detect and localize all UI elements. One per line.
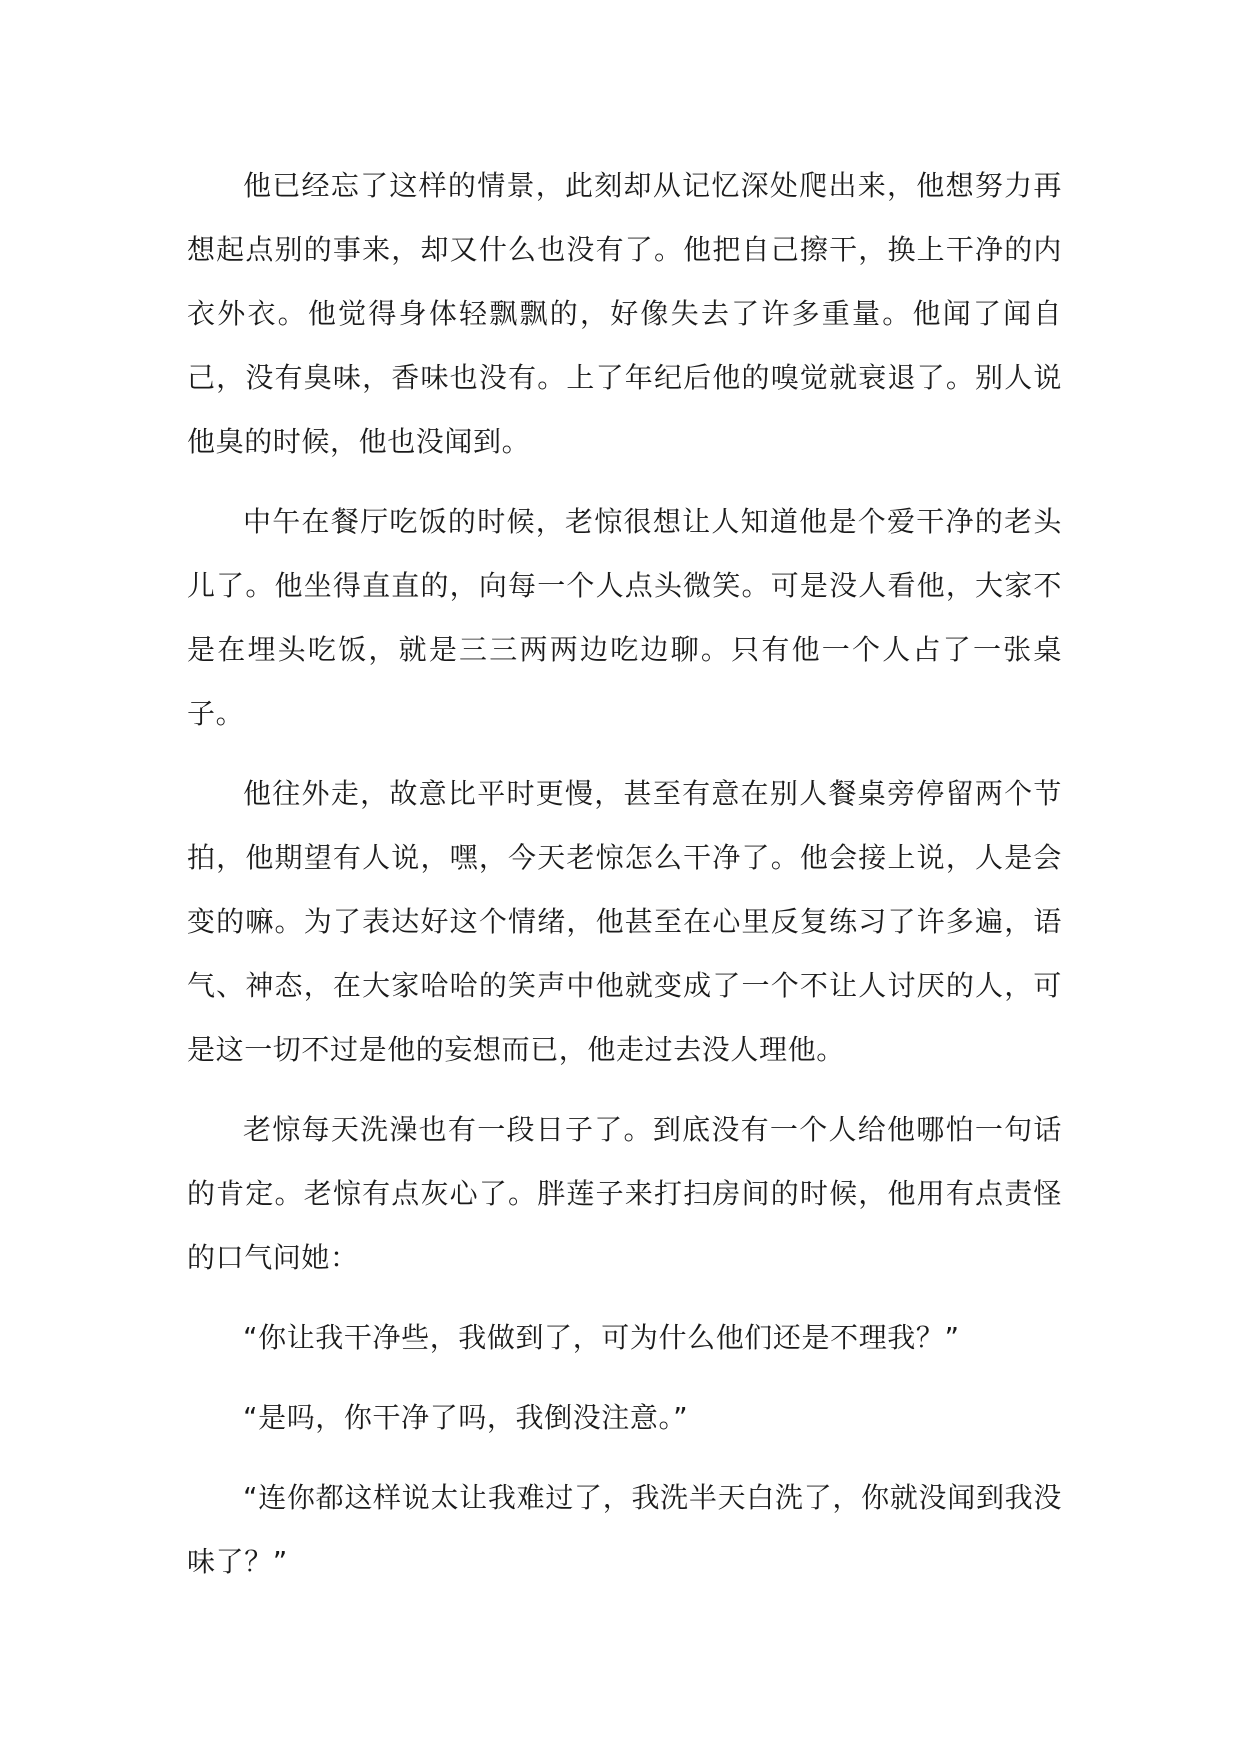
paragraph: 他已经忘了这样的情景，此刻却从记忆深处爬出来，他想努力再想起点别的事来，却又什么也没有了。他把自己擦干，换上干净的内衣外衣。他觉得身体轻飘飘的，好像失去了许多重量。他闻了闻自己，没有臭味，香味也没有。上了年纪后他的嗅觉就衰退了。别人说他臭的时候，他也没闻到。 xyxy=(187,169,1062,458)
paragraph: 他往外走，故意比平时更慢，甚至有意在别人餐桌旁停留两个节拍，他期望有人说，嘿，今天老惊怎么干净了。他会接上说，人是会变的嘛。为了表达好这个情绪，他甚至在心里反复练习了许多遍，语气、神态，在大家哈哈的笑声中他就变成了一个不让人讨厌的人，可是这一切不过是他的妄想而已，他走过去没人理他。 xyxy=(187,777,1062,1066)
dialogue-line: “你让我干净些，我做到了，可为什么他们还是不理我？” xyxy=(243,1321,960,1354)
document-body xyxy=(187,154,1062,1610)
paragraph: 老惊每天洗澡也有一段日子了。到底没有一个人给他哪怕一句话的肯定。老惊有点灰心了。胖莲子来打扫房间的时候，他用有点责怪的口气问她： xyxy=(187,1113,1062,1274)
dialogue-line: “连你都这样说太让我难过了，我洗半天白洗了，你就没闻到我没味了？” xyxy=(187,1481,1062,1578)
paragraph: 中午在餐厅吃饭的时候，老惊很想让人知道他是个爱干净的老头儿了。他坐得直直的，向每一个人点头微笑。可是没人看他，大家不是在埋头吃饭，就是三三两两边吃边聊。只有他一个人占了一张桌子。 xyxy=(187,505,1062,730)
dialogue-line: “是吗，你干净了吗，我倒没注意。” xyxy=(243,1401,689,1434)
